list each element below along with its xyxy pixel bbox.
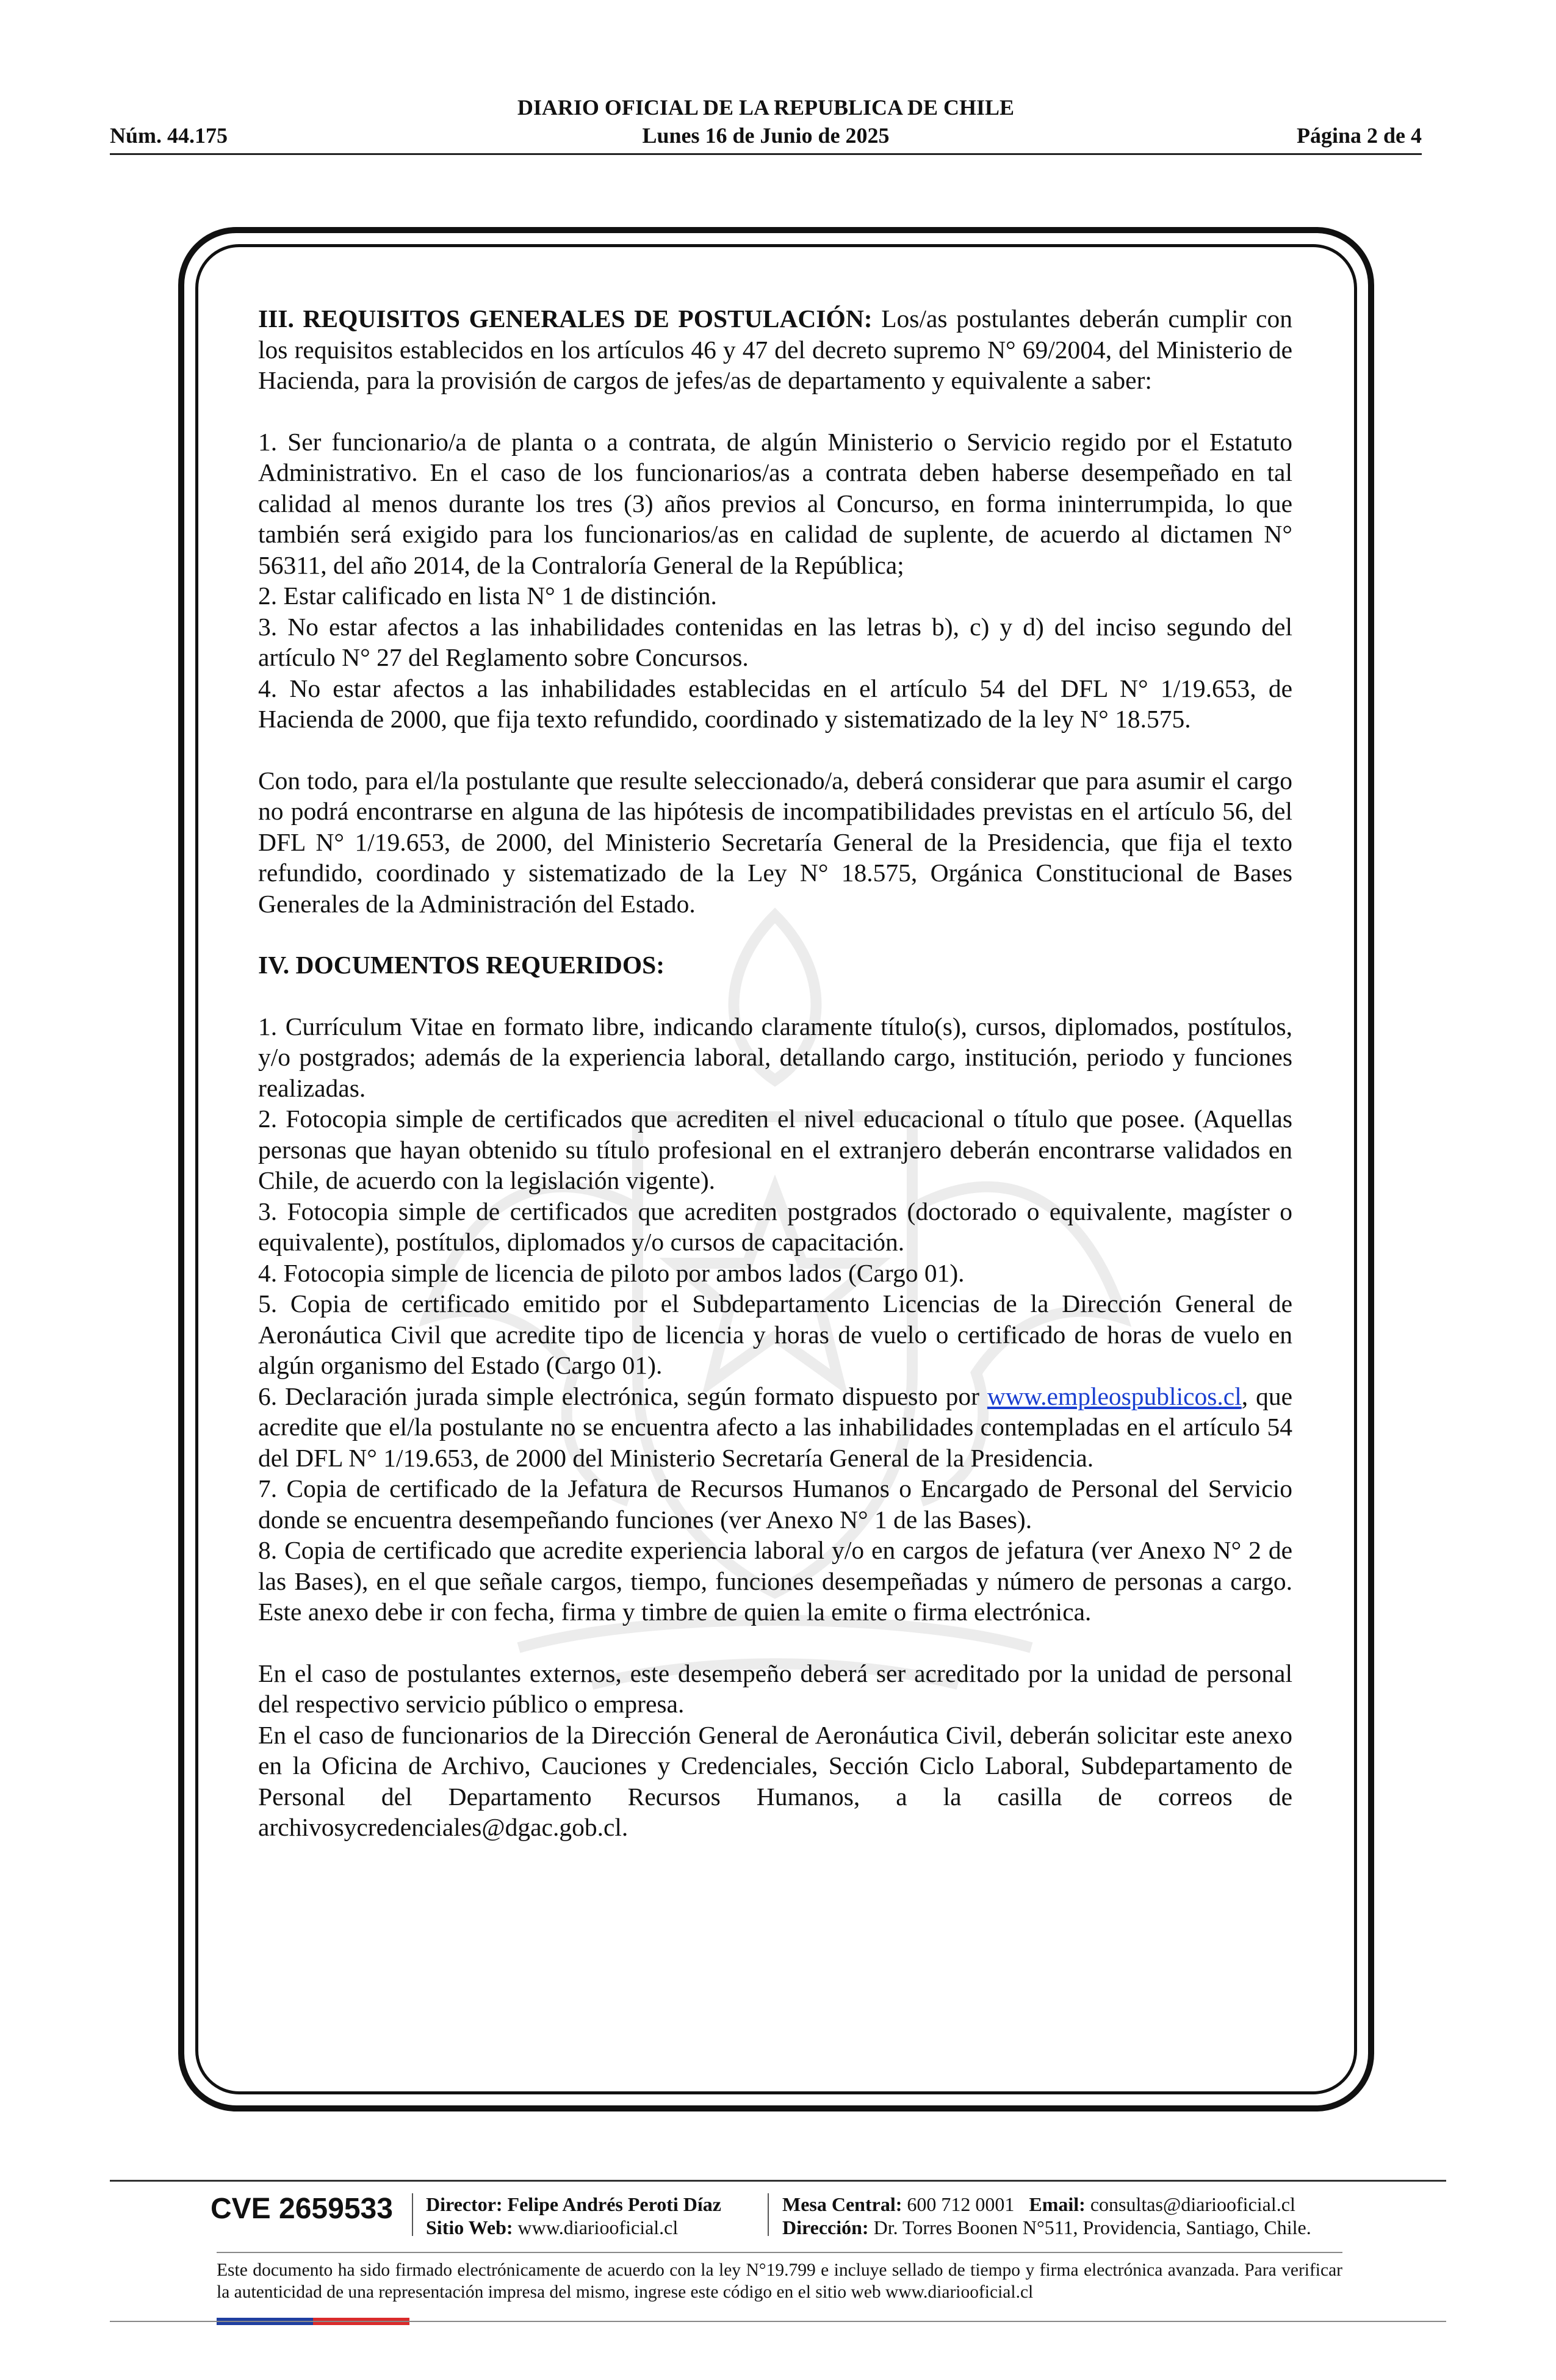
empleos-publicos-link[interactable]: www.empleospublicos.cl [987, 1382, 1242, 1410]
requirement-item: 1. Ser funcionario/a de planta o a contrata, de algún Ministerio o Servicio regido por el Estatuto Administrativo. En el caso de los funcionarios/as a contrata deben haberse desempeñado en tal calidad al menos durante los tres (3) años previos al Concurso, en forma ininterrumpida, lo que también será exigido para los funcionarios/as en calidad de suplente, de acuerdo al dictamen N° 56311, del año 2014, de la Contraloría General de la República; [258, 427, 1292, 579]
requirement-item: 3. No estar afectos a las inhabilidades contenidas en las letras b), c) y d) del inciso segundo del artículo N° 27 del Reglamento sobre Concursos. [258, 612, 1292, 671]
page-indicator: Página 2 de 4 [1296, 123, 1422, 148]
footer-director-block [426, 2193, 721, 2239]
section-3-intro-text: Los/as postulantes deberán cumplir con los requisitos establecidos en los artículos 46 y 47 del decreto supremo N° 69/2004, del Ministerio de Hacienda, para la provisión de cargos de jefes/as de departamento y equivalente a saber: [258, 305, 1292, 394]
document-item: 2. Fotocopia simple de certificados que acrediten el nivel educacional o título que posee. (Aquellas personas que hayan obtenido su título profesional en el extranjero deberán encontrarse validados en Chile, de acuerdo con la legislación vigente). [258, 1105, 1292, 1194]
director-label: Director: [426, 2193, 503, 2215]
document-item: 3. Fotocopia simple de certificados que acrediten postgrados (doctorado o equivalente, magíster o equivalente), postítulos, diplomados y/o cursos de capacitación. [258, 1197, 1292, 1256]
page-header [110, 95, 1422, 156]
publication-title: DIARIO OFICIAL DE LA REPUBLICA DE CHILE [517, 95, 1015, 120]
footer-separator [412, 2193, 413, 2236]
address-value: Dr. Torres Boonen N°511, Providencia, Santiago, Chile. [873, 2216, 1311, 2238]
section-3-intro [258, 303, 1292, 396]
website-label: Sitio Web: [426, 2216, 513, 2238]
footer-separator [768, 2193, 769, 2236]
requirement-item: 4. No estar afectos a las inhabilidades establecidas en el artículo 54 del DFL N° 1/19.653, de Hacienda de 2000, que fija texto refundido, coordinado y sistematizado de la ley N° 18.575. [258, 674, 1292, 733]
mesa-central-value: 600 712 0001 [907, 2193, 1015, 2215]
document-item: 8. Copia de certificado que acredite experiencia laboral y/o en cargos de jefatura (ver Anexo N° 2 de las Bases), en el que señale cargos, tiempo, funciones desempeñadas y número de personas a cargo. Este anexo debe ir con fecha, firma y timbre de quien la emite o firma electrónica. [258, 1536, 1292, 1626]
email-value[interactable]: consultas@diariooficial.cl [1090, 2193, 1295, 2215]
address-label: Dirección: [782, 2216, 869, 2238]
email-label: Email: [1029, 2193, 1086, 2215]
section-4-heading: IV. DOCUMENTOS REQUERIDOS: [258, 951, 665, 979]
document-item: 4. Fotocopia simple de licencia de piloto por ambos lados (Cargo 01). [258, 1258, 965, 1287]
issue-number: Núm. 44.175 [110, 123, 228, 148]
footer-contact-block [782, 2193, 1311, 2239]
requirement-item: 2. Estar calificado en lista N° 1 de distinción. [258, 582, 717, 610]
document-item-6 [258, 1381, 1292, 1474]
external-applicants-note: En el caso de postulantes externos, este desempeño deberá ser acreditado por la unidad de personal del respectivo servicio público o empresa. [258, 1659, 1292, 1718]
section-3-closing: Con todo, para el/la postulante que resulte seleccionado/a, deberá considerar que para asumir el cargo no podrá encontrarse en alguna de las hipótesis de incompatibilidades previstas en el artículo 56, del DFL N° 1/19.653, de 2000, del Ministerio Secretaría General de la Presidencia, que fija el texto refundido, coordinado y sistematizado de la Ley N° 18.575, Orgánica Constitucional de Bases Generales de la Administración del Estado. [258, 766, 1292, 918]
document-item: 1. Currículum Vitae en formato libre, indicando claramente título(s), cursos, diplomados, postítulos, y/o postgrados; además de la experiencia laboral, detallando cargo, institución, periodo y funciones realizadas. [258, 1012, 1292, 1102]
footer-divider-top [110, 2180, 1446, 2182]
mesa-central-label: Mesa Central: [782, 2193, 902, 2215]
director-name: Felipe Andrés Peroti Díaz [507, 2193, 721, 2215]
footer-divider-bottom [110, 2321, 1446, 2322]
legal-notice: Este documento ha sido firmado electrónicamente de acuerdo con la ley N°19.799 e incluye sellado de tiempo y firma electrónica avanzada. Para verificar la autenticidad de una representación impresa del mismo, ingrese este código en el sitio web www.diariooficial.cl [217, 2260, 1342, 2302]
website-value[interactable]: www.diariooficial.cl [517, 2216, 679, 2238]
item-6-text-start: 6. Declaración jurada simple electrónica, según formato dispuesto por [258, 1382, 987, 1410]
section-3-heading: III. REQUISITOS GENERALES DE POSTULACIÓN: [258, 305, 873, 333]
item-6-text-end: , que acredite que el/la postulante no se encuentra afecto a las inhabilidades contempladas en el artículo 54 del DFL N° 1/19.653, de 2000 del Ministerio Secretaría General de la Presidencia. [258, 1382, 1292, 1472]
document-item: 7. Copia de certificado de la Jefatura de Recursos Humanos o Encargado de Personal del Servicio donde se encuentra desempeñando funciones (ver Anexo N° 1 de las Bases). [258, 1474, 1292, 1534]
header-divider [110, 153, 1422, 155]
issue-date: Lunes 16 de Junio de 2025 [642, 123, 890, 148]
document-item: 5. Copia de certificado emitido por el Subdepartamento Licencias de la Dirección General de Aeronáutica Civil que acredite tipo de licencia y horas de vuelo o certificado de horas de vuelo en algún organismo del Estado (Cargo 01). [258, 1289, 1292, 1379]
dgac-staff-note: En el caso de funcionarios de la Dirección General de Aeronáutica Civil, deberán solicitar este anexo en la Oficina de Archivo, Cauciones y Credenciales, Sección Ciclo Laboral, Subdepartamento de Personal del Departamento Recursos Humanos, a la casilla de correos de archivosycredenciales@dgac.gob.cl. [258, 1720, 1292, 1841]
document-body [258, 303, 1292, 1843]
footer-divider-middle [217, 2252, 1342, 2253]
cve-code: CVE 2659533 [211, 2193, 393, 2225]
